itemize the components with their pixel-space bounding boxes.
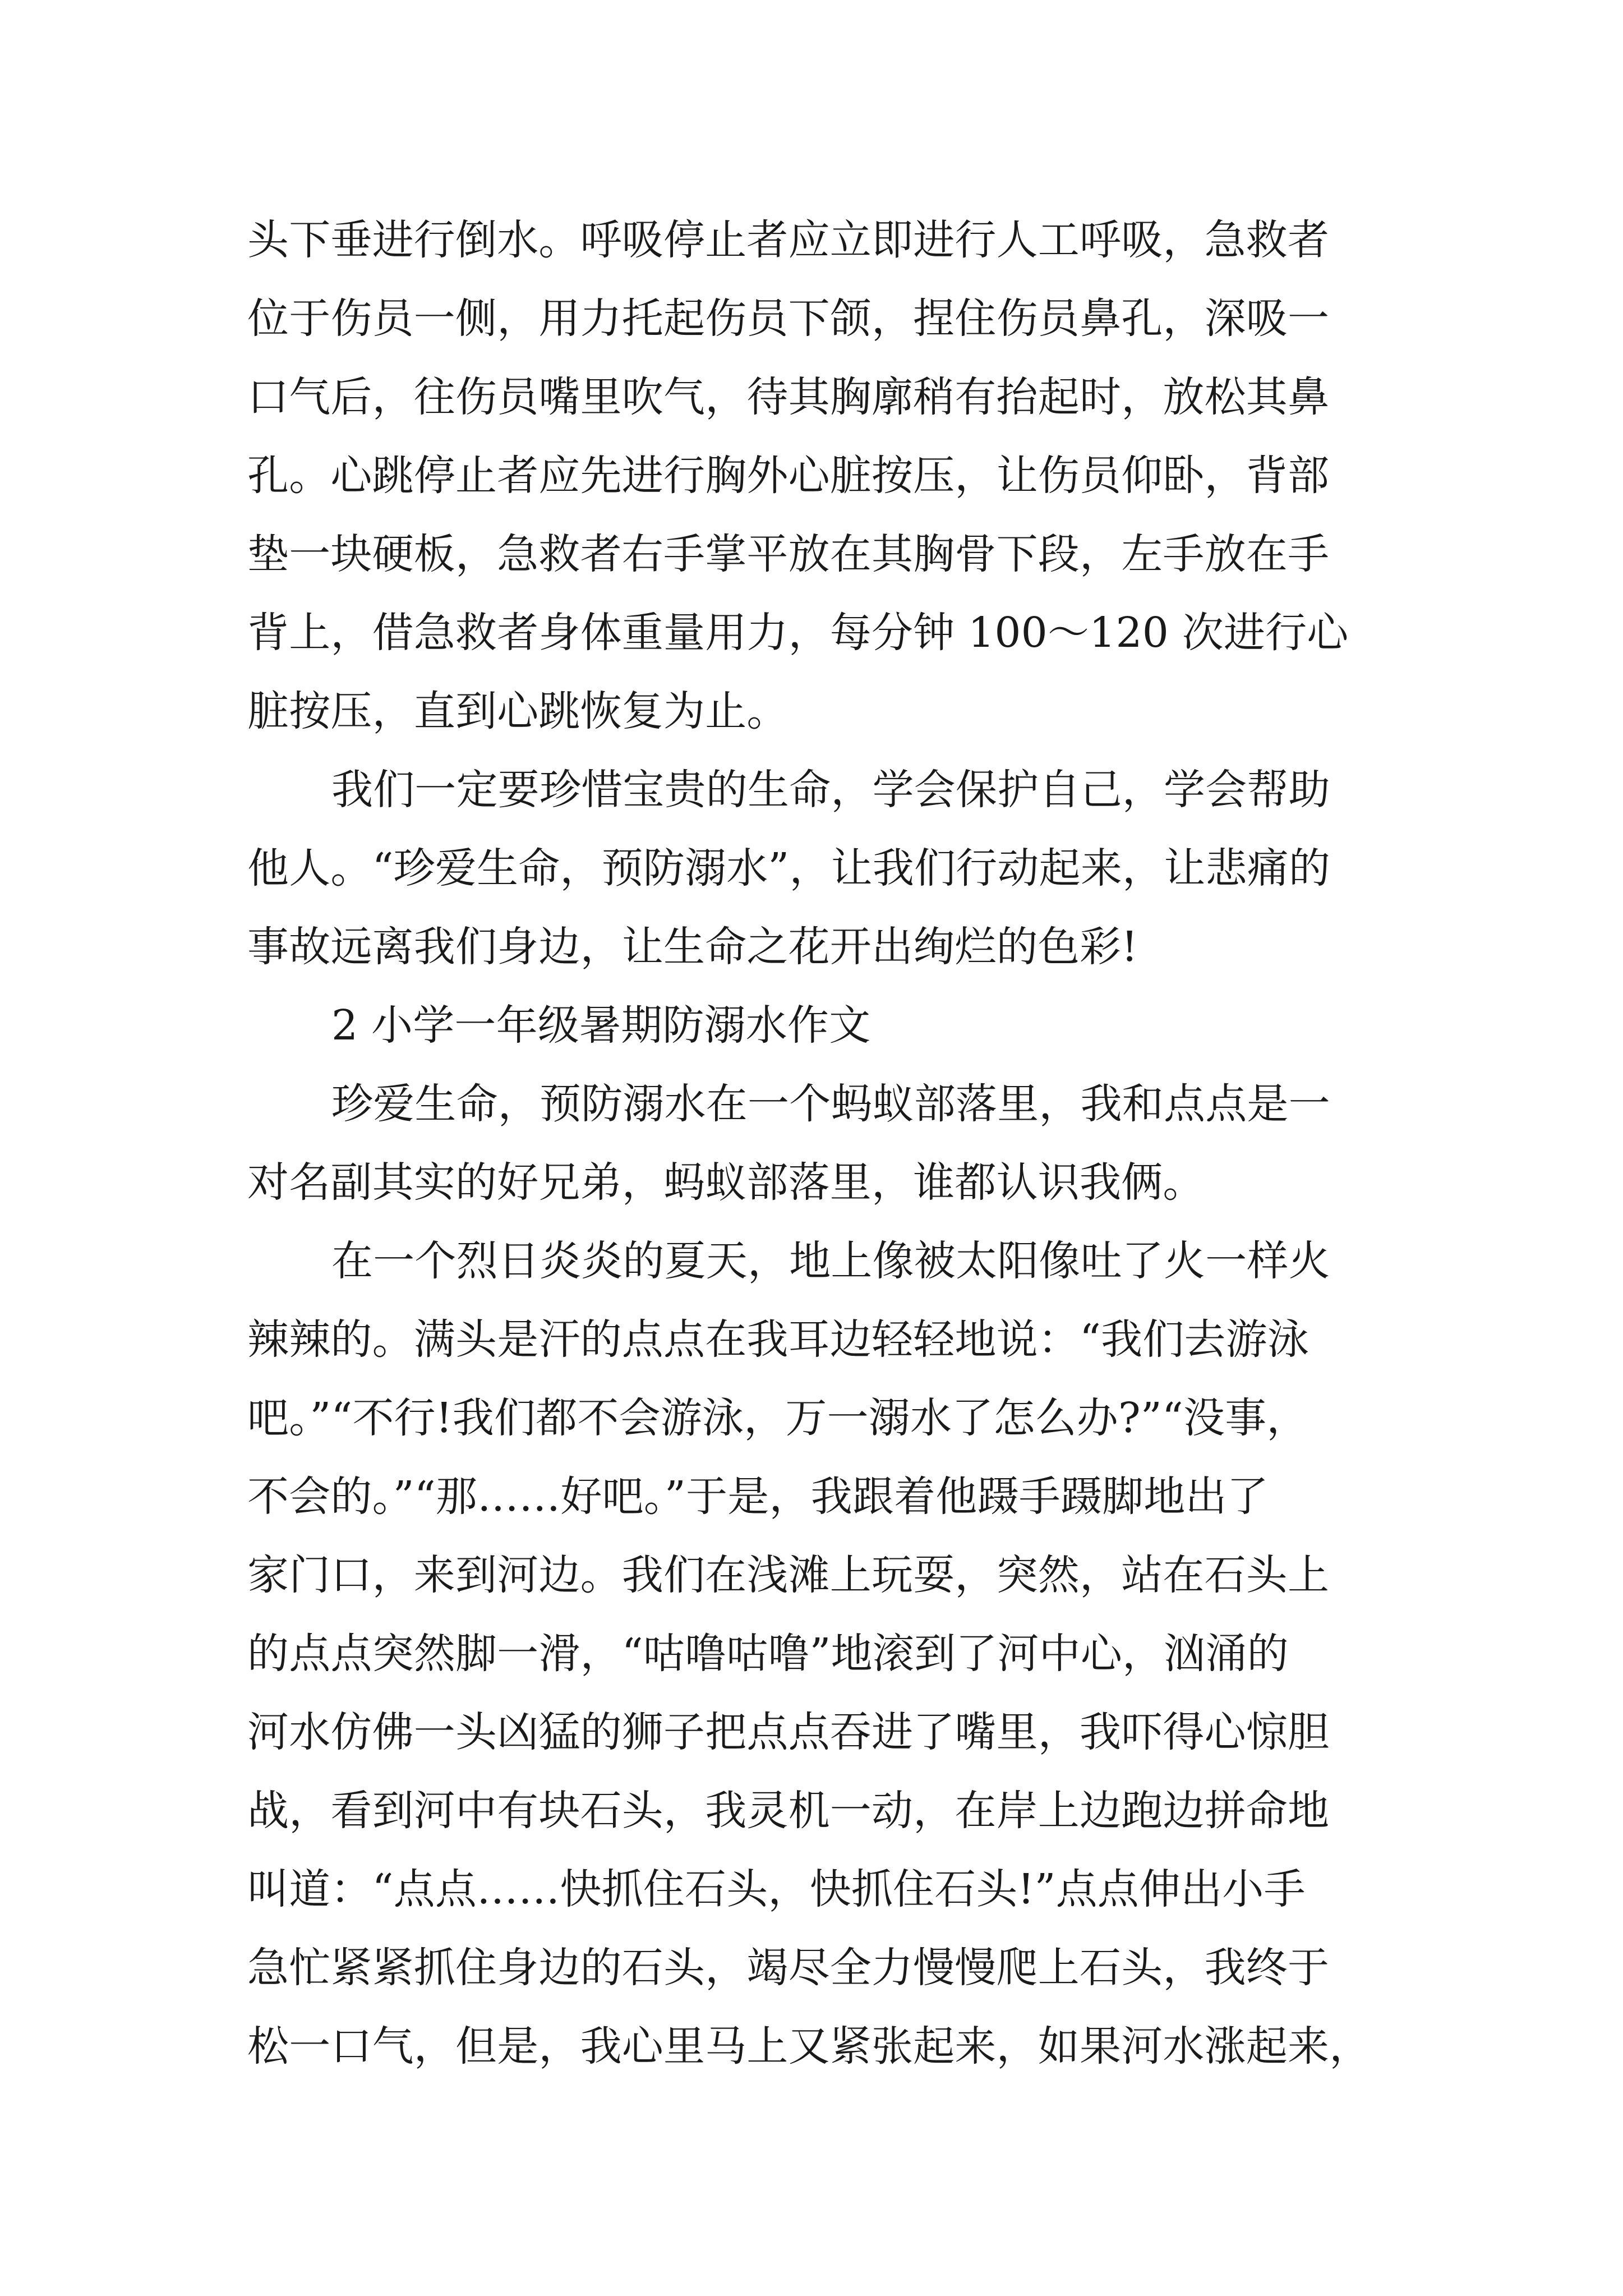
text-line: 脏按压，直到心跳恢复为止。: [247, 687, 789, 735]
text-line: 对名副其实的好兄弟，蚂蚁部落里，谁都认识我俩。: [247, 1158, 1205, 1207]
text-line: 孔。心跳停止者应先进行胸外心脏按压，让伤员仰卧，背部: [247, 452, 1330, 500]
text-line: 吧。”“不行!我们都不会游泳，万一溺水了怎么办?”“没事，: [247, 1394, 1308, 1442]
section-heading: 2 小学一年级暑期防溺水作文: [331, 1001, 871, 1050]
text-line: 叫道：“点点……快抓住石头，快抓住石头!”点点伸出小手: [247, 1865, 1306, 1913]
text-line: 位于伤员一侧，用力托起伤员下颌，捏住伤员鼻孔，深吸一: [247, 295, 1330, 343]
text-line: 口气后，往伤员嘴里吹气，待其胸廓稍有抬起时，放松其鼻: [247, 373, 1330, 421]
text-line: 事故远离我们身边，让生命之花开出绚烂的色彩!: [247, 923, 1138, 971]
text-line: 战，看到河中有块石头，我灵机一动，在岸上边跑边拼命地: [247, 1787, 1330, 1835]
text-line: 家门口，来到河边。我们在浅滩上玩耍，突然，站在石头上: [247, 1551, 1330, 1599]
text-line: 他人。“珍爱生命，预防溺水”，让我们行动起来，让悲痛的: [247, 844, 1331, 892]
paragraph-first-line: 在一个烈日炎炎的夏天，地上像被太阳像吐了火一样火: [331, 1237, 1330, 1285]
text-line: 河水仿佛一头凶猛的狮子把点点吞进了嘴里，我吓得心惊胆: [247, 1708, 1330, 1756]
text-line: 垫一块硬板，急救者右手掌平放在其胸骨下段，左手放在手: [247, 530, 1330, 578]
paragraph-first-line: 我们一定要珍惜宝贵的生命，学会保护自己，学会帮助: [331, 766, 1330, 814]
text-line: 急忙紧紧抓住身边的石头，竭尽全力慢慢爬上石头，我终于: [247, 1944, 1330, 1992]
paragraph-first-line: 珍爱生命，预防溺水在一个蚂蚁部落里，我和点点是一: [331, 1080, 1330, 1128]
text-line: 松一口气，但是，我心里马上又紧张起来，如果河水涨起来，: [247, 2022, 1371, 2070]
text-line: 背上，借急救者身体重量用力，每分钟 100～120 次进行心: [247, 609, 1349, 657]
text-line: 不会的。”“那……好吧。”于是，我跟着他蹑手蹑脚地出了: [247, 1473, 1269, 1521]
text-line: 头下垂进行倒水。呼吸停止者应立即进行人工呼吸，急救者: [247, 216, 1330, 264]
text-line: 辣辣的。满头是汗的点点在我耳边轻轻地说：“我们去游泳: [247, 1315, 1310, 1364]
text-line: 的点点突然脚一滑，“咕噜咕噜”地滚到了河中心，汹涌的: [247, 1630, 1289, 1678]
